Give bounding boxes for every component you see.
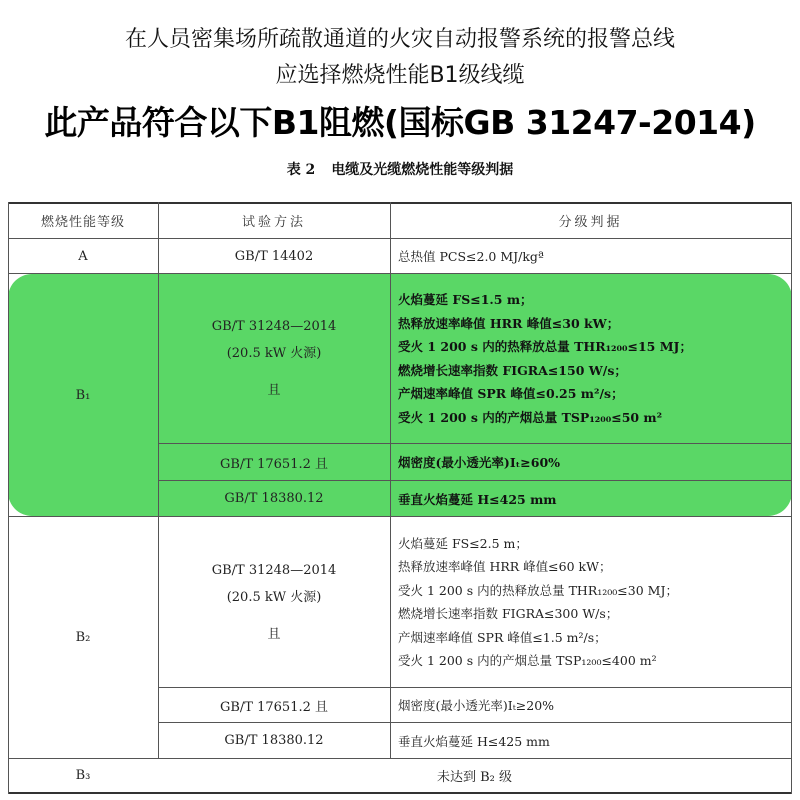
row-b2-criteria-3 (398, 723, 788, 758)
row-b1-criteria-thr: 受火 1 200 s 内的热释放总量 THR₁₂₀₀≤15 MJ； (398, 339, 692, 354)
row-a-method: GB/T 14402 (234, 248, 314, 264)
row-b2-method-1 (158, 517, 390, 687)
row-b1-method-2: GB/T 17651.2 且 (219, 456, 328, 472)
row-b1-criteria-3 (398, 481, 788, 516)
col-header-method: 试验方法 (241, 215, 306, 230)
row-b3-grade: B₃ (75, 768, 91, 783)
row-b2-criteria-fs: 火焰蔓延 FS≤2.5 m； (398, 535, 528, 551)
row-b1-method-1-line3: 且 (267, 383, 281, 398)
row-b2-method-1-line1: GB/T 31248—2014 (211, 562, 337, 578)
row-b2-criteria-figra: 燃烧增长速率指数 FIGRA≤300 W/s； (398, 606, 619, 621)
header-line-2: 应选择燃烧性能B1级线缆 (275, 63, 525, 88)
row-b1-method-3: GB/T 18380.12 (224, 491, 324, 506)
table-caption-number: 表 2 (286, 162, 316, 178)
row-b2-method-3: GB/T 18380.12 (224, 733, 324, 748)
header-line-1: 在人员密集场所疏散通道的火灾自动报警系统的报警总线 (124, 27, 675, 52)
row-b1-criteria-vertical-flame: 垂直火焰蔓延 H≤425 mm (398, 491, 557, 507)
row-b1-criteria-fs: 火焰蔓延 FS≤1.5 m； (398, 292, 533, 307)
row-b2-criteria-hrr: 热释放速率峰值 HRR 峰值≤60 kW； (398, 559, 612, 574)
row-a-criteria-text: 总热值 PCS≤2.0 MJ/kgª (398, 249, 544, 264)
row-b2-criteria-thr: 受火 1 200 s 内的热释放总量 THR₁₂₀₀≤30 MJ； (398, 582, 678, 598)
row-b1-criteria-tsp: 受火 1 200 s 内的产烟总量 TSP₁₂₀₀≤50 m² (398, 409, 663, 425)
row-b1-criteria-figra: 燃烧增长速率指数 FIGRA≤150 W/s； (398, 362, 627, 378)
header-title-compliance: 此产品符合以下B1阻燃(国标GB 31247-2014) (44, 103, 756, 142)
col-header-grade: 燃烧性能等级 (40, 215, 125, 230)
row-b2-criteria-tsp: 受火 1 200 s 内的产烟总量 TSP₁₂₀₀≤400 m² (398, 653, 657, 668)
row-b3-criteria: 未达到 B₂ 级 (436, 770, 513, 785)
row-b2-criteria-smoke: 烟密度(最小透光率)Iₜ≥20% (398, 698, 555, 713)
col-header-criteria: 分级判据 (558, 215, 623, 230)
row-b1-method-1-line2: (20.5 kW 火源) (226, 346, 322, 361)
row-b2-method-2: GB/T 17651.2 且 (219, 699, 328, 715)
row-b1-method-1-line1: GB/T 31248—2014 (211, 319, 337, 334)
row-b2-grade: B₂ (75, 630, 91, 645)
table-caption (0, 160, 800, 180)
row-b2-method-1-line3: 且 (267, 626, 281, 642)
row-b1-criteria-1 (398, 274, 788, 443)
row-b2-criteria-1 (398, 517, 788, 687)
row-a-criteria (398, 239, 788, 273)
row-b2-criteria-spr: 产烟速率峰值 SPR 峰值≤1.5 m²/s； (398, 629, 607, 645)
row-b2-method-1-line2: (20.5 kW 火源) (226, 589, 322, 605)
row-b1-method-1 (158, 274, 390, 443)
row-b1-criteria-2 (398, 444, 788, 480)
row-b2-criteria-vertical-flame: 垂直火焰蔓延 H≤425 mm (398, 733, 550, 749)
row-a-grade: A (78, 248, 88, 264)
table-caption-text: 电缆及光缆燃烧性能等级判据 (331, 162, 514, 178)
row-b1-grade: B₁ (75, 387, 91, 403)
row-b2-criteria-2 (398, 688, 788, 722)
row-b1-criteria-smoke: 烟密度(最小透光率)Iₜ≥60% (398, 455, 561, 470)
row-b1-criteria-spr: 产烟速率峰值 SPR 峰值≤0.25 m²/s； (398, 386, 624, 401)
row-b1-criteria-hrr: 热释放速率峰值 HRR 峰值≤30 kW； (398, 315, 620, 331)
